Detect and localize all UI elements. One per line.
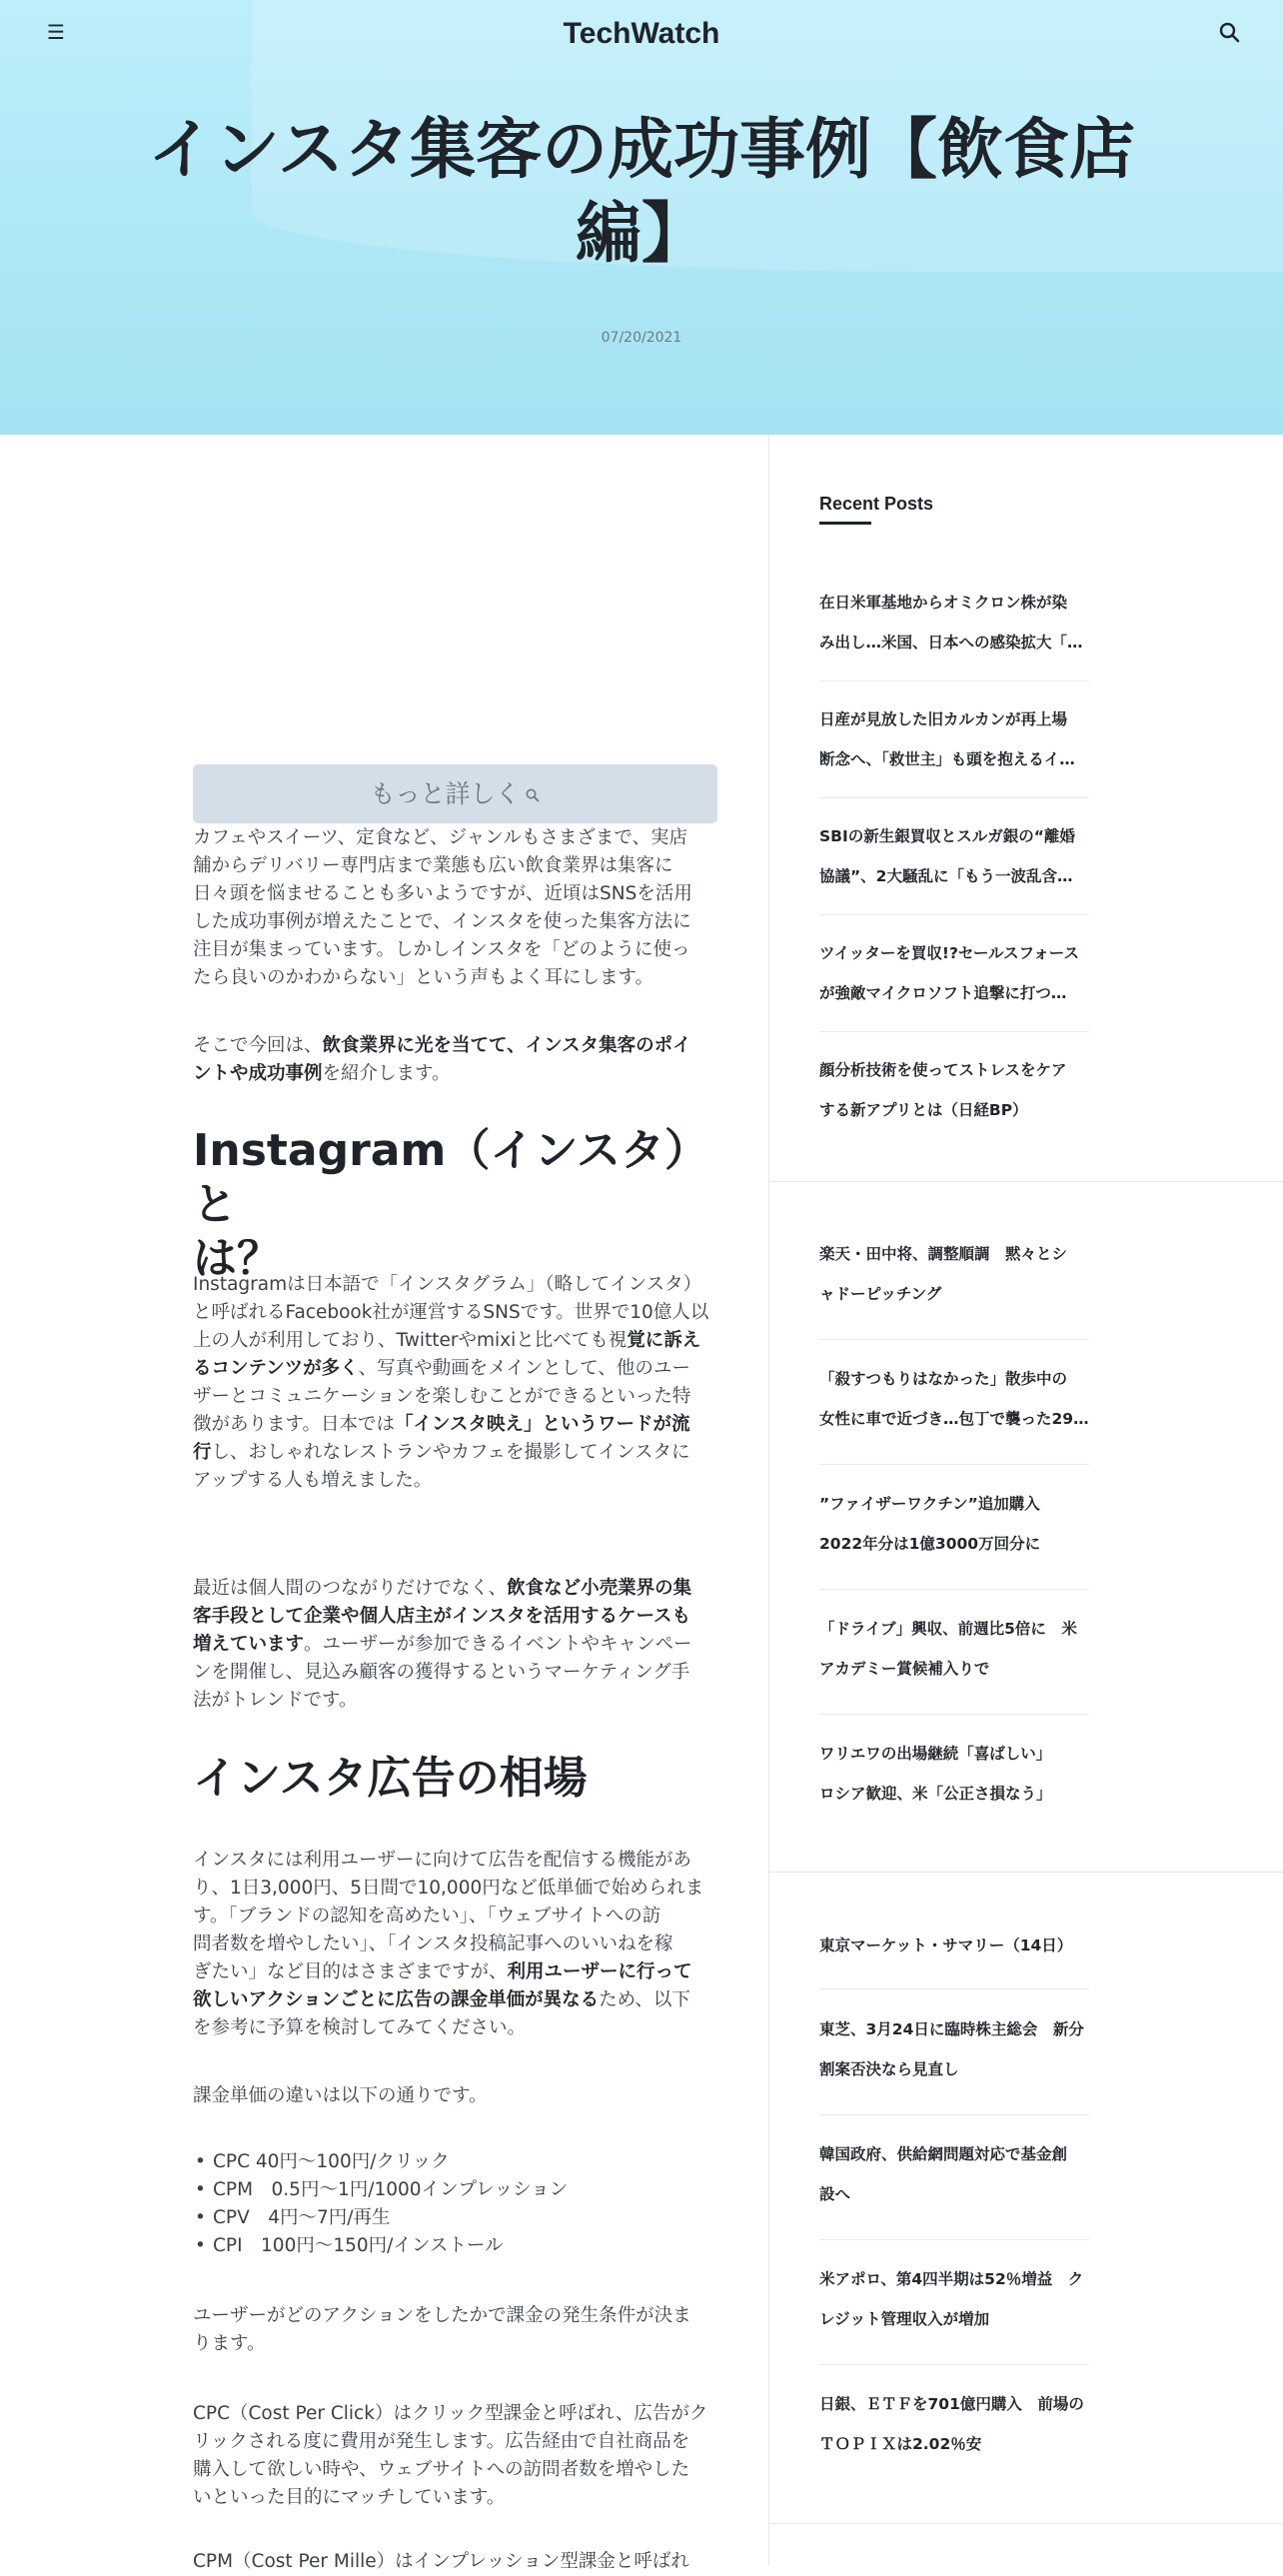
sidebar-post-link[interactable] <box>819 1050 1089 1130</box>
sidebar-post-link[interactable] <box>819 933 1089 1013</box>
text-line: レジット管理収入が増加 <box>819 2310 990 2328</box>
text-line: 購入して欲しい時や、ウェブサイトへの訪問者数を増やした <box>193 2459 690 2480</box>
text-line: した成功事例が増えたことで、インスタを使った集客方法に <box>193 911 691 932</box>
list-item: • CPV 4円〜7円/再生 <box>213 2204 737 2232</box>
sidebar-section-divider <box>769 2523 1283 2524</box>
sidebar-section-divider <box>769 1872 1283 1873</box>
text-line: 韓国政府、供給網問題対応で基金創 <box>819 2145 1068 2163</box>
text-line: 徴があります。日本では <box>193 1414 396 1435</box>
bold-text: 飲食など小売業界の集 <box>507 1578 692 1599</box>
text-line: アップする人も増えました。 <box>193 1470 433 1491</box>
text-line: 舗からデリバリー専門店まで業態も広い飲食業界は集客に <box>193 855 673 876</box>
text-line: 顔分析技術を使ってストレスをケア <box>819 1061 1067 1079</box>
bold-text: るコンテンツが多く <box>193 1358 359 1379</box>
text-line: 米アポロ、第4四半期は52％増益 ク <box>819 2270 1084 2288</box>
sidebar-post-link[interactable] <box>819 1926 1089 1965</box>
divider <box>819 2114 1089 2115</box>
heading-instagram <box>193 1124 717 1286</box>
divider <box>819 1031 1089 1032</box>
text-line: アカデミー賞候補入りで <box>819 1660 990 1678</box>
divider <box>819 914 1089 915</box>
text-line: インスタには利用ユーザーに向けて広告を配信する機能があ <box>193 1850 691 1871</box>
text-line: ＴＯＰＩＸは2.02％安 <box>819 2435 982 2453</box>
divider <box>819 1464 1089 1465</box>
heading-line: は？ <box>193 1233 281 1284</box>
text-line: ”ファイザーワクチン”追加購入 <box>819 1495 1040 1513</box>
text-line: ぎたい」など目的はさまざまですが、 <box>193 1961 508 1982</box>
sidebar-post-link[interactable] <box>819 2259 1089 2339</box>
bold-text: 欲しいアクションごとに広告の課金単価が異なる <box>193 1989 600 2010</box>
post-title-line2: 編】 <box>576 195 707 272</box>
sidebar-post-link[interactable] <box>819 2009 1089 2089</box>
focus-paragraph <box>193 1032 717 1088</box>
post-title-line1: インスタ集客の成功事例【飲食店 <box>147 111 1136 188</box>
ads-paragraph <box>193 1847 717 2042</box>
sidebar-post-link[interactable] <box>819 2384 1089 2464</box>
text-line: 女性に車で近づき…包丁で襲った29… <box>819 1410 1089 1428</box>
text-line: する新アプリとは（日経BP） <box>819 1101 1028 1119</box>
text-line: ャドーピッチング <box>819 1285 942 1303</box>
bold-text: 「インスタ映え」というワードが流 <box>395 1414 690 1435</box>
sidebar-post-link[interactable] <box>819 816 1089 896</box>
text-line: 設へ <box>819 2185 851 2203</box>
text-line: 問者数を増やしたい」、「インスタ投稿記事へのいいねを稼 <box>193 1933 673 1954</box>
bold-text: 増えています <box>193 1634 305 1655</box>
text-line: たら良いのかわからない」という声もよく耳にします。 <box>193 967 654 988</box>
post-title <box>120 108 1163 276</box>
text-line: り、1日3,000円、5日間で10,000円など低単価で始められま <box>193 1878 704 1899</box>
sidebar-section-divider <box>769 1181 1283 1182</box>
divider <box>819 797 1089 798</box>
heading-ads-pricing: インスタ広告の相場 <box>193 1753 588 1804</box>
text-line: と呼ばれるFacebook社が運営するSNSです。世界で10億人以 <box>193 1302 709 1323</box>
text-line: し、おしゃれなレストランやカフェを撮影してインスタに <box>211 1442 690 1463</box>
cpm-paragraph: CPM（Cost Per Mille）はインプレッション型課金と呼ばれ <box>193 2551 689 2572</box>
text-line: いといった目的にマッチしています。 <box>193 2487 506 2508</box>
text-line: 最近は個人間のつながりだけでなく、 <box>193 1578 508 1599</box>
text-line: 上の人が利用しており、Twitterやmixiと比べても視 <box>193 1330 628 1351</box>
sidebar-post-link[interactable] <box>819 1609 1089 1689</box>
bold-text: 行 <box>193 1442 212 1463</box>
list-item: • CPC 40円～100円/クリック <box>213 2148 737 2176</box>
text-line: Instagramは日本語で「インスタグラム」（略してインスタ） <box>193 1274 702 1295</box>
text-line: み出し…米国、日本への感染拡大「… <box>819 634 1083 651</box>
heading-line: Instagram（インスタ）と <box>193 1125 709 1230</box>
sidebar-post-link[interactable] <box>819 1234 1089 1314</box>
text-line: 「ドライブ」興収、前週比5倍に 米 <box>819 1620 1077 1638</box>
list-item: • CPM 0.5円〜1円/1000インプレッション <box>213 2176 737 2204</box>
text-line: ンを開催し、見込み顧客の獲得するというマーケティング手 <box>193 1662 690 1683</box>
divider <box>819 1339 1089 1340</box>
text-line: 協議”、2大騒乱に「もう一波乱含… <box>819 867 1073 885</box>
sidebar-post-link[interactable] <box>819 1734 1089 1814</box>
divider <box>819 1988 1089 1989</box>
text-line: 日産が見放した旧カルカンが再上場 <box>819 710 1068 728</box>
text-line: SBIの新生銀買収とスルガ銀の“離婚 <box>819 827 1075 845</box>
text-line: 東京マーケット・サマリー（14日） <box>819 1936 1073 1954</box>
text-line: を参考に予算を検討してみてください。 <box>193 2017 527 2038</box>
text-line: 法がトレンドです。 <box>193 1690 358 1711</box>
text-line: ツイッターを買収!?セールスフォース <box>819 944 1080 962</box>
text-line: 日銀、ＥＴＦを701億円購入 前場の <box>819 2395 1084 2413</box>
trend-paragraph <box>193 1575 717 1715</box>
divider <box>819 1714 1089 1715</box>
text-line: 。ユーザーが参加できるイベントやキャンペー <box>304 1634 692 1655</box>
text-line: カフェやスイーツ、定食など、ジャンルもさまざまで、実店 <box>193 827 687 848</box>
list-item: • CPI 100円〜150円/インストール <box>213 2232 737 2260</box>
bold-text: 客手段として企業や個人店主がインスタを活用するケースも <box>193 1606 691 1627</box>
conditions-paragraph <box>193 2302 717 2358</box>
text-line: 楽天・田中将、調整順調 黙々とシ <box>819 1245 1068 1263</box>
text-line: 「殺すつもりはなかった」散歩中の <box>819 1370 1068 1388</box>
sidebar-post-link[interactable] <box>819 583 1089 662</box>
divider <box>819 2364 1089 2365</box>
divider <box>819 1589 1089 1590</box>
text-line: 、写真や動画をメインとして、他のユー <box>358 1358 690 1379</box>
text-line: ため、以下 <box>599 1989 690 2010</box>
text-line: そこで今回は、 <box>193 1035 323 1056</box>
divider <box>819 680 1089 681</box>
divider <box>819 2239 1089 2240</box>
site-title-link[interactable]: TechWatch <box>563 17 720 50</box>
search-icon[interactable] <box>1217 20 1243 46</box>
bold-text: 飲食業界に光を当てて、インスタ集客のポイ <box>322 1035 691 1056</box>
sidebar-post-link[interactable] <box>819 1359 1089 1439</box>
text-line: ワリエワの出場継続「喜ばしい」 <box>819 1745 1052 1763</box>
pricing-list <box>193 2148 737 2260</box>
text-line: ユーザーがどのアクションをしたかで課金の発生条件が決ま <box>193 2305 691 2326</box>
text-line: 2022年分は1億3000万回分に <box>819 1535 1041 1553</box>
text-line: リックされる度に費用が発生します。広告経由で自社商品を <box>193 2431 690 2452</box>
cpc-paragraph <box>193 2400 717 2512</box>
instagram-paragraph <box>193 1271 717 1495</box>
text-line: ります。 <box>193 2333 266 2354</box>
text-line: ザーとコミュニケーションを楽しむことができるといった特 <box>193 1386 691 1407</box>
bold-text: 利用ユーザーに行って <box>507 1961 692 1982</box>
site-title <box>0 10 1283 58</box>
recent-posts-heading: Recent Posts <box>819 494 934 514</box>
text-line: 断念へ、「救世主」も頭を抱えるイ… <box>819 750 1075 768</box>
text-line: CPC（Cost Per Click）はクリック型課金と呼ばれ、広告がク <box>193 2403 708 2424</box>
intro-paragraph <box>193 824 717 992</box>
read-more-label: もっと詳しく <box>370 779 521 808</box>
read-more-button[interactable] <box>193 764 717 823</box>
text-line: 割案否決なら見直し <box>819 2060 959 2078</box>
text-line: 東芝、3月24日に臨時株主総会 新分 <box>819 2020 1084 2038</box>
text-line: 在日米軍基地からオミクロン株が染 <box>819 594 1068 612</box>
sidebar-divider <box>768 435 769 2566</box>
text-line: 注目が集まっています。しかしインスタを「どのように使っ <box>193 939 690 960</box>
text-line: ロシア歓迎、米「公正さ損なう」 <box>819 1785 1052 1803</box>
bold-text: 覚に訴え <box>627 1330 701 1351</box>
text-line: を紹介します。 <box>322 1063 451 1084</box>
sidebar-post-link[interactable] <box>819 699 1089 779</box>
menu-icon[interactable]: ☰ <box>47 20 65 44</box>
pricing-intro: 課金単価の違いは以下の通りです。 <box>193 2085 488 2106</box>
sidebar-post-link[interactable] <box>819 1484 1089 1564</box>
search-icon <box>525 787 541 803</box>
text-line: 日々頭を悩ませることも多いようですが、近頃はSNSを活用 <box>193 883 692 904</box>
bold-text: ントや成功事例 <box>193 1063 323 1084</box>
text-line: す。「ブランドの認知を高めたい」、「ウェブサイトへの訪 <box>193 1906 661 1927</box>
post-date: 07/20/2021 <box>601 330 682 346</box>
sidebar-post-link[interactable] <box>819 2134 1089 2214</box>
heading-underline <box>819 522 871 525</box>
text-line: が強敵マイクロソフト追撃に打つ… <box>819 984 1067 1002</box>
